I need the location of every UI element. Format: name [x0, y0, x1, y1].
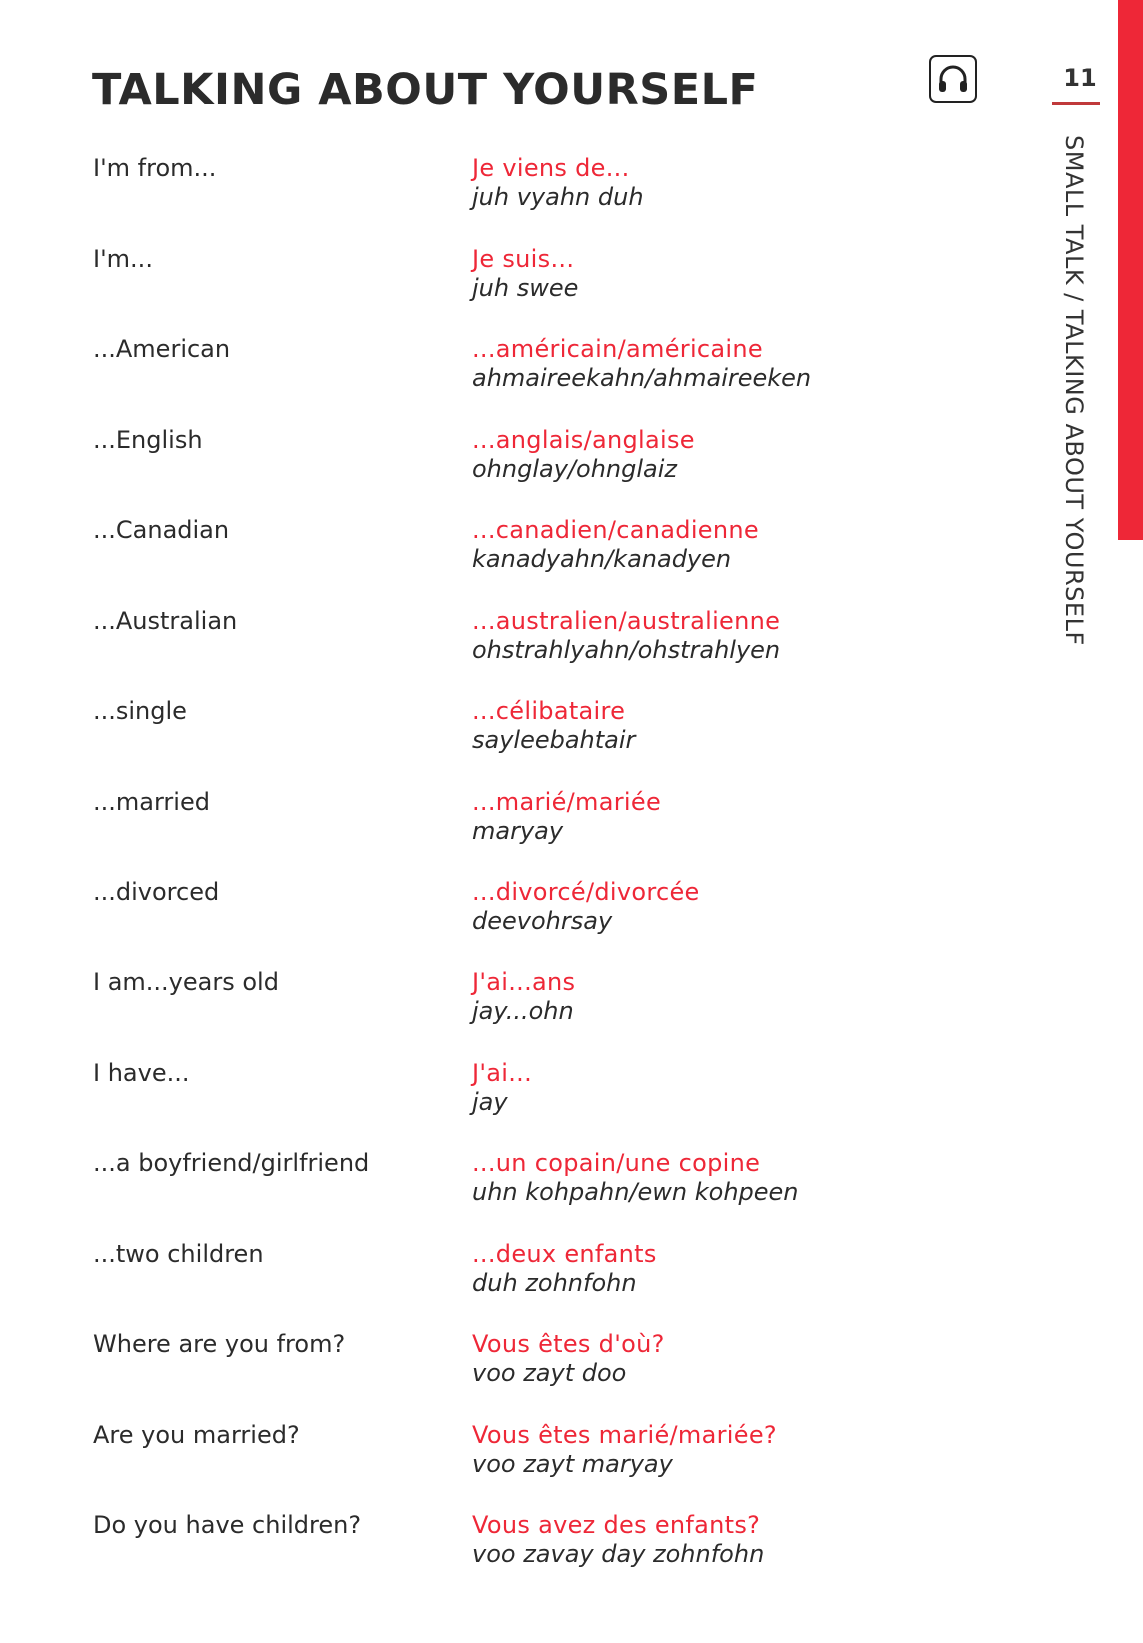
- english-phrase: I'm from...: [93, 154, 217, 182]
- pronunciation: jay: [472, 1088, 508, 1116]
- pronunciation: jay...ohn: [472, 997, 574, 1025]
- phrase-entry: [0, 1149, 900, 1229]
- english-phrase: ...single: [93, 697, 187, 725]
- phrase-entry: [0, 1511, 900, 1591]
- french-phrase: ...marié/mariée: [472, 788, 662, 816]
- english-phrase: ...two children: [93, 1240, 264, 1268]
- english-phrase: ...English: [93, 426, 203, 454]
- english-phrase: ...divorced: [93, 878, 220, 906]
- french-phrase: Vous êtes d'où?: [472, 1330, 665, 1358]
- english-phrase: ...Australian: [93, 607, 238, 635]
- pronunciation: sayleebahtair: [472, 726, 636, 754]
- phrase-entry: [0, 335, 900, 415]
- pronunciation: maryay: [472, 817, 564, 845]
- pronunciation: voo zavay day zohnfohn: [472, 1540, 765, 1568]
- page-number-underline: [1052, 102, 1100, 105]
- pronunciation: duh zohnfohn: [472, 1269, 637, 1297]
- pronunciation: juh vyahn duh: [472, 183, 644, 211]
- french-phrase: ...canadien/canadienne: [472, 516, 759, 544]
- french-phrase: ...américain/américaine: [472, 335, 763, 363]
- english-phrase: Do you have children?: [93, 1511, 362, 1539]
- phrase-entry: [0, 1240, 900, 1320]
- phrase-entry: [0, 788, 900, 868]
- french-phrase: ...un copain/une copine: [472, 1149, 761, 1177]
- french-phrase: ...divorcé/divorcée: [472, 878, 700, 906]
- french-phrase: ...australien/australienne: [472, 607, 781, 635]
- french-phrase: ...anglais/anglaise: [472, 426, 695, 454]
- french-phrase: J'ai...: [472, 1059, 533, 1087]
- pronunciation: ohnglay/ohnglaiz: [472, 455, 677, 483]
- headphones-glyph-icon: [937, 64, 969, 94]
- page-title: TALKING ABOUT YOURSELF: [92, 65, 759, 115]
- pronunciation: voo zayt doo: [472, 1359, 627, 1387]
- phrase-entry: [0, 154, 900, 234]
- english-phrase: I have...: [93, 1059, 190, 1087]
- french-phrase: J'ai...ans: [472, 968, 576, 996]
- english-phrase: ...Canadian: [93, 516, 230, 544]
- pronunciation: kanadyahn/kanadyen: [472, 545, 732, 573]
- phrase-entry: [0, 1059, 900, 1139]
- pronunciation: voo zayt maryay: [472, 1450, 673, 1478]
- phrase-entry: [0, 1330, 900, 1410]
- pronunciation: juh swee: [472, 274, 579, 302]
- english-phrase: ...married: [93, 788, 210, 816]
- english-phrase: I'm...: [93, 245, 153, 273]
- phrase-entry: [0, 1421, 900, 1501]
- french-phrase: Je viens de...: [472, 154, 630, 182]
- phrase-entry: [0, 697, 900, 777]
- phrase-entry: [0, 878, 900, 958]
- english-phrase: I am...years old: [93, 968, 279, 996]
- french-phrase: Je suis...: [472, 245, 575, 273]
- english-phrase: ...a boyfriend/girlfriend: [93, 1149, 370, 1177]
- french-phrase: Vous avez des enfants?: [472, 1511, 761, 1539]
- phrase-entry: [0, 516, 900, 596]
- pronunciation: deevohrsay: [472, 907, 613, 935]
- phrase-entry: [0, 426, 900, 506]
- headphones-icon[interactable]: [929, 55, 977, 103]
- pronunciation: ahmaireekahn/ahmaireeken: [472, 364, 812, 392]
- french-phrase: ...deux enfants: [472, 1240, 657, 1268]
- english-phrase: Are you married?: [93, 1421, 300, 1449]
- pronunciation: ohstrahlyahn/ohstrahlyen: [472, 636, 781, 664]
- section-label: SMALL TALK / TALKING ABOUT YOURSELF: [1060, 135, 1088, 646]
- french-phrase: Vous êtes marié/mariée?: [472, 1421, 777, 1449]
- phrase-entry: [0, 245, 900, 325]
- french-phrase: ...célibataire: [472, 697, 626, 725]
- english-phrase: Where are you from?: [93, 1330, 346, 1358]
- page-number: 11: [1063, 64, 1097, 92]
- pronunciation: uhn kohpahn/ewn kohpeen: [472, 1178, 799, 1206]
- phrase-entry: [0, 607, 900, 687]
- phrase-entry: [0, 968, 900, 1048]
- english-phrase: ...American: [93, 335, 231, 363]
- section-tab-marker: [1118, 0, 1143, 540]
